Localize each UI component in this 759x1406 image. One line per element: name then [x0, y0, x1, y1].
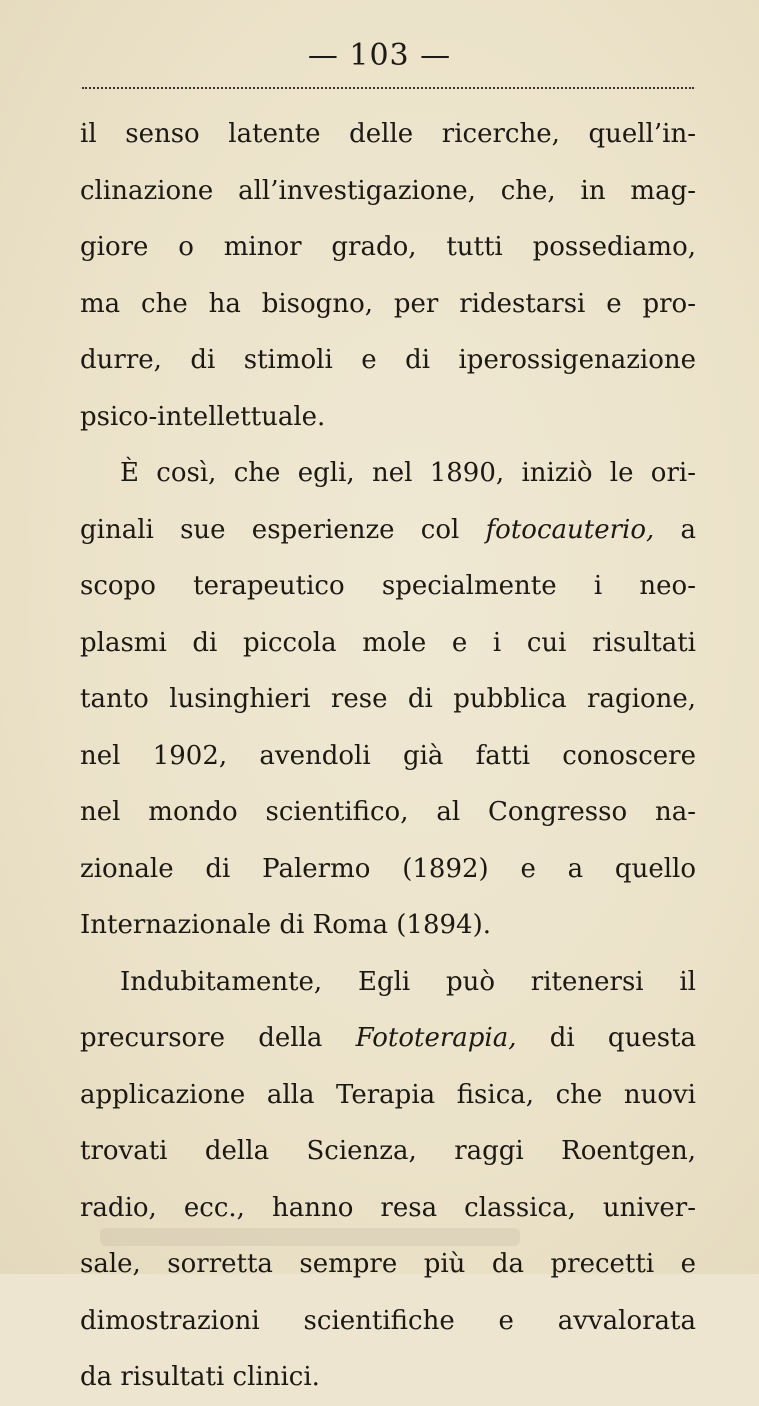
text-line: scopo terapeutico specialmente i neo- — [80, 571, 696, 601]
text-line: Internazionale di Roma (1894). — [80, 910, 491, 940]
italic-term: Fototerapia, — [355, 1023, 517, 1053]
text-line: radio, ecc., hanno resa classica, univer- — [80, 1192, 696, 1223]
text-line: trovati della Scienza, raggi Roentgen, — [80, 1136, 696, 1166]
text-line: zionale di Palermo (1892) e a quello — [80, 853, 696, 884]
text-line: È così, che egli, nel 1890, iniziò le ori- — [120, 458, 696, 488]
text-run: precursore della — [80, 1023, 356, 1053]
page-number: — 103 — — [307, 38, 452, 73]
text-line: da risultati clinici. — [80, 1362, 320, 1392]
text-line: nel 1902, avendoli già fatti conoscere — [80, 740, 696, 771]
text-run: ginali sue esperienze col — [80, 514, 486, 545]
text-line: dimostrazioni scientifiche e avvalorata — [80, 1305, 696, 1336]
text-line: il senso latente delle ricerche, quell’in- — [80, 119, 696, 149]
text-line-with-italic — [80, 1010, 696, 1067]
text-line: sale, sorretta sempre più da precetti e — [80, 1249, 696, 1279]
text-line: durre, di stimoli e di iperossigenazione — [80, 345, 696, 375]
header-rule — [82, 87, 694, 89]
paper-smudge — [100, 1228, 520, 1246]
italic-term: fotocauterio, — [485, 514, 655, 545]
text-run: a — [654, 514, 696, 545]
text-line: nel mondo scientifico, al Congresso na- — [80, 797, 696, 827]
text-run: di questa — [516, 1023, 697, 1053]
text-line: applicazione alla Terapia fisica, che nuovi — [80, 1079, 696, 1110]
text-line: Indubitamente, Egli può ritenersi il — [120, 966, 696, 997]
text-line: giore o minor grado, tutti possediamo, — [80, 232, 696, 262]
text-line: clinazione all’investigazione, che, in mag- — [80, 175, 696, 206]
text-line: ma che ha bisogno, per ridestarsi e pro- — [80, 288, 696, 319]
text-line: psico-intellettuale. — [80, 401, 326, 432]
text-line: plasmi di piccola mole e i cui risultati — [80, 627, 696, 658]
text-line-with-italic — [80, 502, 696, 559]
text-line: tanto lusinghieri rese di pubblica ragione, — [80, 684, 696, 714]
body-text — [80, 106, 696, 1406]
